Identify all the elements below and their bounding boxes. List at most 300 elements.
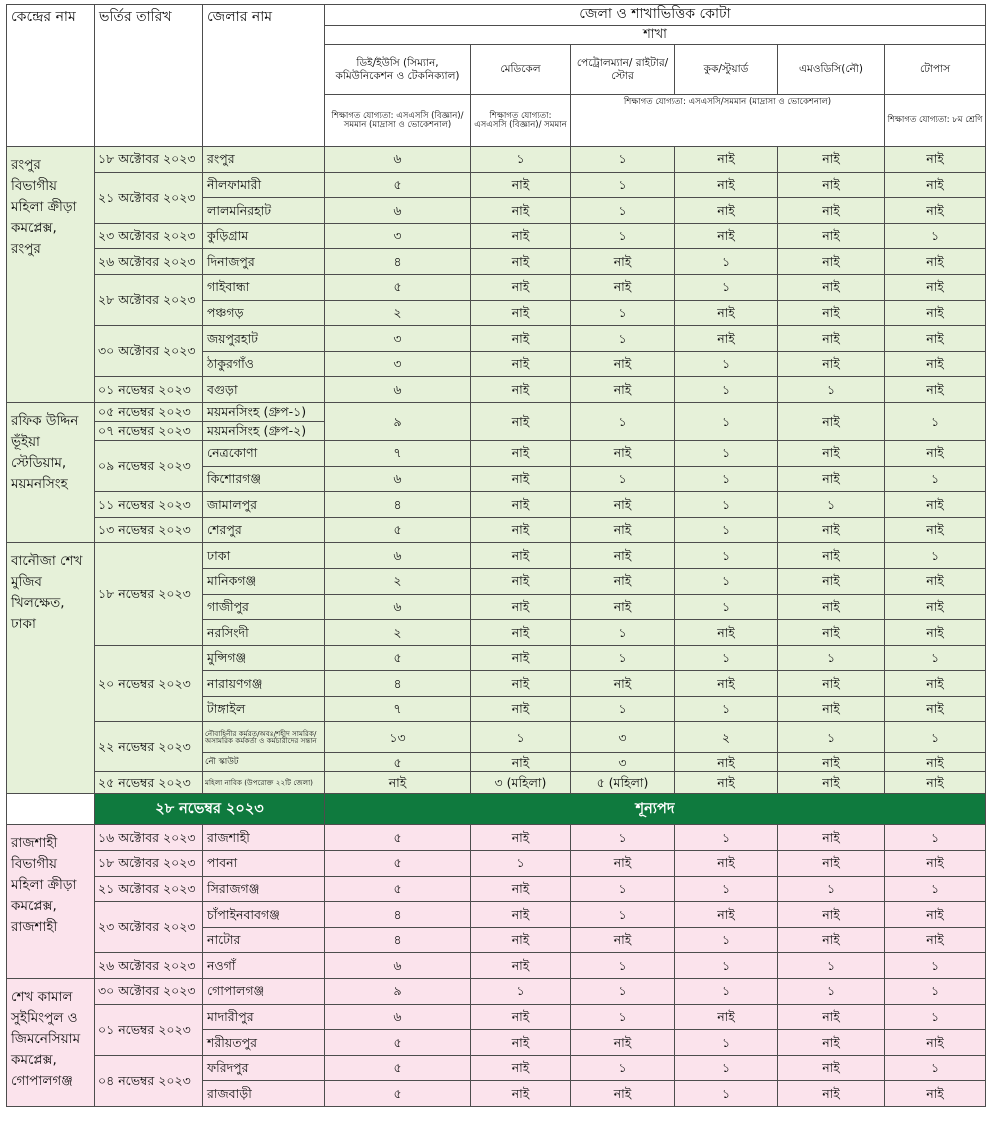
quota-medical: নাই bbox=[471, 351, 571, 377]
quota-cook: ১ bbox=[675, 402, 778, 440]
quota-topas: নাই bbox=[885, 326, 986, 352]
quota-cook: নাই bbox=[675, 753, 778, 772]
quota-modc: নাই bbox=[778, 172, 885, 198]
quota-topas: ১ bbox=[885, 1055, 986, 1081]
quota-dews: ৩ bbox=[325, 223, 471, 249]
district-name: পাবনা bbox=[203, 851, 325, 877]
quota-topas: ১ bbox=[885, 876, 986, 902]
table-row bbox=[7, 274, 986, 300]
district-name: দিনাজপুর bbox=[203, 249, 325, 275]
quota-modc: নাই bbox=[778, 1055, 885, 1081]
quota-dews: ৩ bbox=[325, 326, 471, 352]
quota-dews: ৫ bbox=[325, 172, 471, 198]
quota-cook: ২ bbox=[675, 722, 778, 753]
admission-date: ০৪ নভেম্বর ২০২৩ bbox=[95, 1055, 203, 1106]
quota-dews: ৫ bbox=[325, 1081, 471, 1107]
quota-petrolman: ১ bbox=[571, 953, 675, 979]
header-district: জেলার নাম bbox=[203, 5, 325, 147]
quota-petrolman: নাই bbox=[571, 377, 675, 403]
table-row bbox=[7, 440, 986, 466]
quota-medical: নাই bbox=[471, 492, 571, 518]
admission-date: ২৬ অক্টোবর ২০২৩ bbox=[95, 953, 203, 979]
quota-petrolman: ১ bbox=[571, 147, 675, 173]
quota-petrolman: নাই bbox=[571, 274, 675, 300]
quota-topas: নাই bbox=[885, 377, 986, 403]
admission-date: ০৫ নভেম্বর ২০২৩ bbox=[95, 402, 203, 421]
quota-petrolman: ১ bbox=[571, 645, 675, 671]
quota-petrolman: ১ bbox=[571, 198, 675, 224]
admission-date: ২১ অক্টোবর ২০২৩ bbox=[95, 172, 203, 223]
quota-cook: ১ bbox=[675, 517, 778, 543]
district-name: চাঁপাইনবাবগঞ্জ bbox=[203, 902, 325, 928]
quota-medical: নাই bbox=[471, 620, 571, 646]
quota-petrolman: ১ bbox=[571, 825, 675, 851]
quota-modc: ১ bbox=[778, 953, 885, 979]
quota-dews: ৪ bbox=[325, 671, 471, 697]
quota-petrolman: ১ bbox=[571, 979, 675, 1005]
quota-cook: নাই bbox=[675, 326, 778, 352]
quota-modc: ১ bbox=[778, 876, 885, 902]
district-name: সিরাজগঞ্জ bbox=[203, 876, 325, 902]
district-name: কিশোরগঞ্জ bbox=[203, 466, 325, 492]
quota-modc: ১ bbox=[778, 722, 885, 753]
quota-petrolman: ১ bbox=[571, 300, 675, 326]
quota-petrolman: নাই bbox=[571, 568, 675, 594]
quota-petrolman: ১ bbox=[571, 172, 675, 198]
quota-medical: ৩ (মহিলা) bbox=[471, 772, 571, 794]
quota-petrolman: নাই bbox=[571, 249, 675, 275]
quota-modc: নাই bbox=[778, 517, 885, 543]
district-name: বগুড়া bbox=[203, 377, 325, 403]
quota-cook: ১ bbox=[675, 696, 778, 722]
district-name: নৌ স্কাউট bbox=[203, 753, 325, 772]
quota-dews: ৫ bbox=[325, 274, 471, 300]
col-header-modc: এমওডিসি(নৌ) bbox=[778, 45, 885, 95]
quota-dews: ২ bbox=[325, 568, 471, 594]
quota-cook: ১ bbox=[675, 1081, 778, 1107]
quota-modc: নাই bbox=[778, 902, 885, 928]
quota-medical: নাই bbox=[471, 876, 571, 902]
quota-cook: ১ bbox=[675, 274, 778, 300]
quota-petrolman: ১ bbox=[571, 402, 675, 440]
quota-medical: নাই bbox=[471, 274, 571, 300]
quota-medical: নাই bbox=[471, 594, 571, 620]
vacancy-banner-row bbox=[7, 794, 986, 825]
quota-topas: ১ bbox=[885, 645, 986, 671]
centre-name: বানৌজা শেখ মুজিব খিলক্ষেত, ঢাকা bbox=[7, 543, 95, 794]
quota-petrolman: নাই bbox=[571, 851, 675, 877]
quota-cook: ১ bbox=[675, 927, 778, 953]
district-name: রাজবাড়ী bbox=[203, 1081, 325, 1107]
table-row bbox=[7, 543, 986, 569]
quota-modc: নাই bbox=[778, 1004, 885, 1030]
quota-medical: নাই bbox=[471, 172, 571, 198]
quota-medical: নাই bbox=[471, 696, 571, 722]
district-name: মাদারীপুর bbox=[203, 1004, 325, 1030]
district-name: নাটোর bbox=[203, 927, 325, 953]
quota-petrolman: ৩ bbox=[571, 722, 675, 753]
district-name: নারায়ণগঞ্জ bbox=[203, 671, 325, 697]
qualification-medical: শিক্ষাগত যোগ্যতা: এসএসসি (বিজ্ঞান)/ সমমান bbox=[471, 95, 571, 147]
quota-modc: নাই bbox=[778, 772, 885, 794]
district-name: মানিকগঞ্জ bbox=[203, 568, 325, 594]
quota-modc: ১ bbox=[778, 492, 885, 518]
district-name: মহিলা নাবিক (উপরোক্ত ২২টি জেলা) bbox=[203, 772, 325, 794]
quota-petrolman: ১ bbox=[571, 466, 675, 492]
quota-modc: নাই bbox=[778, 223, 885, 249]
quota-petrolman: ৫ (মহিলা) bbox=[571, 772, 675, 794]
quota-medical: নাই bbox=[471, 402, 571, 440]
header-branch: শাখা bbox=[325, 26, 986, 45]
admission-date: ১৮ অক্টোবর ২০২৩ bbox=[95, 851, 203, 877]
quota-modc: নাই bbox=[778, 147, 885, 173]
quota-dews: ৩ bbox=[325, 351, 471, 377]
quota-topas: নাই bbox=[885, 1081, 986, 1107]
admission-date: ২৩ অক্টোবর ২০২৩ bbox=[95, 223, 203, 249]
quota-cook: নাই bbox=[675, 671, 778, 697]
quota-dews: ৪ bbox=[325, 902, 471, 928]
quota-cook: ১ bbox=[675, 466, 778, 492]
admission-date: ২২ নভেম্বর ২০২৩ bbox=[95, 722, 203, 772]
quota-cook: ১ bbox=[675, 1030, 778, 1056]
quota-modc: নাই bbox=[778, 249, 885, 275]
quota-petrolman: ১ bbox=[571, 620, 675, 646]
district-name: টাঙ্গাইল bbox=[203, 696, 325, 722]
admission-date: ২৬ অক্টোবর ২০২৩ bbox=[95, 249, 203, 275]
quota-cook: নাই bbox=[675, 172, 778, 198]
district-name: কুড়িগ্রাম bbox=[203, 223, 325, 249]
quota-petrolman: নাই bbox=[571, 671, 675, 697]
quota-cook: ১ bbox=[675, 876, 778, 902]
quota-cook: ১ bbox=[675, 979, 778, 1005]
quota-cook: ১ bbox=[675, 953, 778, 979]
centre-name: রফিক উদ্দিন ভূঁইয়া স্টেডিয়াম, ময়মনসিংহ bbox=[7, 402, 95, 542]
district-name: নীলফামারী bbox=[203, 172, 325, 198]
quota-modc: নাই bbox=[778, 440, 885, 466]
district-name: ফরিদপুর bbox=[203, 1055, 325, 1081]
admission-date: ০৯ নভেম্বর ২০২৩ bbox=[95, 440, 203, 491]
admission-date: ২১ অক্টোবর ২০২৩ bbox=[95, 876, 203, 902]
quota-cook: ১ bbox=[675, 543, 778, 569]
quota-modc: নাই bbox=[778, 671, 885, 697]
table-row bbox=[7, 326, 986, 352]
quota-dews: নাই bbox=[325, 772, 471, 794]
admission-date: ২৮ অক্টোবর ২০২৩ bbox=[95, 274, 203, 325]
admission-date: ১১ নভেম্বর ২০২৩ bbox=[95, 492, 203, 518]
centre-name: রংপুর বিভাগীয় মহিলা ক্রীড়া কমপ্লেক্স, রংপুর bbox=[7, 147, 95, 403]
quota-medical: ১ bbox=[471, 147, 571, 173]
quota-topas: ১ bbox=[885, 466, 986, 492]
district-name: ঠাকুরগাঁও bbox=[203, 351, 325, 377]
district-name: গাজীপুর bbox=[203, 594, 325, 620]
quota-medical: নাই bbox=[471, 300, 571, 326]
quota-petrolman: নাই bbox=[571, 927, 675, 953]
quota-dews: ৬ bbox=[325, 594, 471, 620]
quota-topas: নাই bbox=[885, 696, 986, 722]
quota-dews: ৬ bbox=[325, 466, 471, 492]
quota-modc: ১ bbox=[778, 377, 885, 403]
table-row bbox=[7, 953, 986, 979]
header-centre: কেন্দ্রের নাম bbox=[7, 5, 95, 147]
district-name: নেত্রকোণা bbox=[203, 440, 325, 466]
quota-medical: ১ bbox=[471, 722, 571, 753]
district-name: নওগাঁ bbox=[203, 953, 325, 979]
quota-cook: ১ bbox=[675, 1055, 778, 1081]
table-row bbox=[7, 876, 986, 902]
quota-dews: ৫ bbox=[325, 851, 471, 877]
table-row bbox=[7, 147, 986, 173]
quota-medical: নাই bbox=[471, 377, 571, 403]
qualification-dews: শিক্ষাগত যোগ্যতা: এসএসসি (বিজ্ঞান)/সমমান (মাদ্রাসা ও ভোকেশনাল) bbox=[325, 95, 471, 147]
quota-cook: নাই bbox=[675, 1004, 778, 1030]
district-name: ঢাকা bbox=[203, 543, 325, 569]
quota-modc: নাই bbox=[778, 274, 885, 300]
quota-cook: নাই bbox=[675, 772, 778, 794]
quota-medical: নাই bbox=[471, 198, 571, 224]
quota-topas: ১ bbox=[885, 979, 986, 1005]
table-row bbox=[7, 492, 986, 518]
district-name: শেরপুর bbox=[203, 517, 325, 543]
quota-topas: ১ bbox=[885, 402, 986, 440]
quota-petrolman: নাই bbox=[571, 543, 675, 569]
quota-topas: নাই bbox=[885, 772, 986, 794]
quota-dews: ৬ bbox=[325, 147, 471, 173]
qualification-common: শিক্ষাগত যোগ্যতা: এসএসসি/সমমান (মাদ্রাসা ও ভোকেশনাল) bbox=[571, 95, 885, 147]
quota-dews: ২ bbox=[325, 620, 471, 646]
quota-dews: ৫ bbox=[325, 1030, 471, 1056]
quota-dews: ৬ bbox=[325, 953, 471, 979]
table-row bbox=[7, 1004, 986, 1030]
quota-medical: নাই bbox=[471, 825, 571, 851]
table-row bbox=[7, 645, 986, 671]
admission-date: ৩০ অক্টোবর ২০২৩ bbox=[95, 326, 203, 377]
admission-date: ০১ নভেম্বর ২০২৩ bbox=[95, 1004, 203, 1055]
quota-cook: ১ bbox=[675, 594, 778, 620]
quota-cook: ১ bbox=[675, 825, 778, 851]
col-header-dews: ডিই/ইউসি (সিম্যান, কমিউনিকেশন ও টেকনিক্যাল) bbox=[325, 45, 471, 95]
quota-cook: ১ bbox=[675, 492, 778, 518]
table-row bbox=[7, 517, 986, 543]
quota-modc: নাই bbox=[778, 198, 885, 224]
quota-petrolman: নাই bbox=[571, 1081, 675, 1107]
qualification-topas: শিক্ষাগত যোগ্যতা: ৮ম শ্রেণি bbox=[885, 95, 986, 147]
table-row bbox=[7, 402, 986, 421]
quota-dews: ৯ bbox=[325, 402, 471, 440]
quota-petrolman: নাই bbox=[571, 594, 675, 620]
quota-medical: নাই bbox=[471, 671, 571, 697]
district-name: লালমনিরহাট bbox=[203, 198, 325, 224]
quota-dews: ৬ bbox=[325, 377, 471, 403]
table-row bbox=[7, 979, 986, 1005]
quota-petrolman: ১ bbox=[571, 696, 675, 722]
quota-cook: ১ bbox=[675, 351, 778, 377]
quota-topas: নাই bbox=[885, 1030, 986, 1056]
quota-topas: নাই bbox=[885, 492, 986, 518]
quota-dews: ৫ bbox=[325, 753, 471, 772]
quota-medical: ১ bbox=[471, 979, 571, 1005]
quota-dews: ৭ bbox=[325, 696, 471, 722]
district-name: জামালপুর bbox=[203, 492, 325, 518]
admission-date: ৩০ অক্টোবর ২০২৩ bbox=[95, 979, 203, 1005]
quota-modc: নাই bbox=[778, 620, 885, 646]
admission-date: ২৩ অক্টোবর ২০২৩ bbox=[95, 902, 203, 953]
quota-topas: নাই bbox=[885, 172, 986, 198]
quota-petrolman: ১ bbox=[571, 1055, 675, 1081]
quota-medical: নাই bbox=[471, 953, 571, 979]
quota-medical: নাই bbox=[471, 927, 571, 953]
district-name: শরীয়তপুর bbox=[203, 1030, 325, 1056]
quota-modc: নাই bbox=[778, 351, 885, 377]
quota-topas: নাই bbox=[885, 594, 986, 620]
quota-cook: নাই bbox=[675, 851, 778, 877]
quota-topas: ১ bbox=[885, 223, 986, 249]
quota-topas: ১ bbox=[885, 953, 986, 979]
table-row bbox=[7, 722, 986, 753]
quota-petrolman: ১ bbox=[571, 223, 675, 249]
quota-medical: নাই bbox=[471, 249, 571, 275]
quota-dews: ৬ bbox=[325, 543, 471, 569]
quota-cook: নাই bbox=[675, 223, 778, 249]
quota-topas: নাই bbox=[885, 517, 986, 543]
banner-blank bbox=[7, 794, 95, 825]
quota-modc: নাই bbox=[778, 696, 885, 722]
quota-dews: ৫ bbox=[325, 825, 471, 851]
quota-cook: ১ bbox=[675, 440, 778, 466]
quota-dews: ৭ bbox=[325, 440, 471, 466]
quota-petrolman: ১ bbox=[571, 876, 675, 902]
quota-dews: ৫ bbox=[325, 645, 471, 671]
quota-petrolman: নাই bbox=[571, 1030, 675, 1056]
quota-modc: নাই bbox=[778, 825, 885, 851]
table-row bbox=[7, 249, 986, 275]
district-name: জয়পুরহাট bbox=[203, 326, 325, 352]
banner-vacancy-label: শূন্যপদ bbox=[325, 794, 986, 825]
quota-cook: নাই bbox=[675, 620, 778, 646]
quota-dews: ৫ bbox=[325, 517, 471, 543]
quota-medical: নাই bbox=[471, 543, 571, 569]
table-row bbox=[7, 851, 986, 877]
quota-medical: নাই bbox=[471, 645, 571, 671]
admission-date: ০৭ নভেম্বর ২০২৩ bbox=[95, 421, 203, 440]
table-row bbox=[7, 825, 986, 851]
quota-medical: নাই bbox=[471, 1004, 571, 1030]
quota-dews: ৬ bbox=[325, 198, 471, 224]
admission-date: ১৮ অক্টোবর ২০২৩ bbox=[95, 147, 203, 173]
district-name: নৌবাহিনীর কর্মরত/অবঃ/শহীদ সামরিক/ অসামরিক কর্মকর্তা ও কর্মচারীদের সন্তান bbox=[203, 722, 325, 753]
quota-medical: নাই bbox=[471, 1030, 571, 1056]
quota-topas: নাই bbox=[885, 851, 986, 877]
quota-modc: ১ bbox=[778, 645, 885, 671]
admission-date: ২০ নভেম্বর ২০২৩ bbox=[95, 645, 203, 722]
quota-dews: ৪ bbox=[325, 249, 471, 275]
quota-medical: নাই bbox=[471, 1081, 571, 1107]
quota-modc: ১ bbox=[778, 979, 885, 1005]
quota-medical: নাই bbox=[471, 568, 571, 594]
quota-petrolman: ১ bbox=[571, 902, 675, 928]
quota-topas: নাই bbox=[885, 274, 986, 300]
quota-modc: নাই bbox=[778, 927, 885, 953]
quota-medical: নাই bbox=[471, 1055, 571, 1081]
quota-modc: নাই bbox=[778, 326, 885, 352]
quota-modc: নাই bbox=[778, 402, 885, 440]
quota-modc: নাই bbox=[778, 1030, 885, 1056]
header-quota: জেলা ও শাখাভিত্তিক কোটা bbox=[325, 5, 986, 26]
quota-medical: নাই bbox=[471, 223, 571, 249]
quota-dews: ৫ bbox=[325, 876, 471, 902]
quota-petrolman: ১ bbox=[571, 1004, 675, 1030]
quota-cook: নাই bbox=[675, 902, 778, 928]
quota-dews: ১৩ bbox=[325, 722, 471, 753]
quota-cook: নাই bbox=[675, 300, 778, 326]
district-name: নরসিংদী bbox=[203, 620, 325, 646]
quota-topas: ১ bbox=[885, 722, 986, 753]
quota-topas: নাই bbox=[885, 568, 986, 594]
col-header-topas: টোপাস bbox=[885, 45, 986, 95]
table-row bbox=[7, 772, 986, 794]
quota-medical: নাই bbox=[471, 902, 571, 928]
quota-dews: ৯ bbox=[325, 979, 471, 1005]
quota-petrolman: নাই bbox=[571, 351, 675, 377]
admission-date: ০১ নভেম্বর ২০২৩ bbox=[95, 377, 203, 403]
admission-date: ১৬ অক্টোবর ২০২৩ bbox=[95, 825, 203, 851]
quota-cook: ১ bbox=[675, 568, 778, 594]
district-name: গোপালগঞ্জ bbox=[203, 979, 325, 1005]
quota-topas: নাই bbox=[885, 620, 986, 646]
quota-table bbox=[6, 4, 986, 1107]
col-header-cook: কুক/স্টুয়ার্ড bbox=[675, 45, 778, 95]
quota-topas: নাই bbox=[885, 198, 986, 224]
quota-topas: নাই bbox=[885, 147, 986, 173]
banner-date: ২৮ নভেম্বর ২০২৩ bbox=[95, 794, 325, 825]
quota-modc: নাই bbox=[778, 753, 885, 772]
quota-petrolman: নাই bbox=[571, 517, 675, 543]
quota-topas: ১ bbox=[885, 1004, 986, 1030]
quota-cook: ১ bbox=[675, 645, 778, 671]
quota-topas: নাই bbox=[885, 351, 986, 377]
col-header-medical: মেডিকেল bbox=[471, 45, 571, 95]
quota-modc: নাই bbox=[778, 300, 885, 326]
quota-cook: ১ bbox=[675, 377, 778, 403]
district-name: মুন্সিগঞ্জ bbox=[203, 645, 325, 671]
quota-dews: ৬ bbox=[325, 1004, 471, 1030]
quota-medical: নাই bbox=[471, 326, 571, 352]
header-date: ভর্তির তারিখ bbox=[95, 5, 203, 147]
table-row bbox=[7, 377, 986, 403]
quota-dews: ৪ bbox=[325, 927, 471, 953]
quota-medical: নাই bbox=[471, 466, 571, 492]
quota-topas: নাই bbox=[885, 902, 986, 928]
quota-medical: নাই bbox=[471, 440, 571, 466]
quota-topas: নাই bbox=[885, 440, 986, 466]
quota-topas: ১ bbox=[885, 825, 986, 851]
quota-petrolman: ৩ bbox=[571, 753, 675, 772]
district-name: গাইবান্ধা bbox=[203, 274, 325, 300]
quota-topas: নাই bbox=[885, 249, 986, 275]
table-row bbox=[7, 223, 986, 249]
quota-dews: ৫ bbox=[325, 1055, 471, 1081]
district-name: ময়মনসিংহ (গ্রুপ-২) bbox=[203, 421, 325, 440]
quota-topas: নাই bbox=[885, 753, 986, 772]
admission-date: ১৩ নভেম্বর ২০২৩ bbox=[95, 517, 203, 543]
quota-dews: ৪ bbox=[325, 492, 471, 518]
district-name: ময়মনসিংহ (গ্রুপ-১) bbox=[203, 402, 325, 421]
centre-name: শেখ কামাল সুইমিংপুল ও জিমনেসিয়াম কমপ্লেক্স, গোপালগঞ্জ bbox=[7, 979, 95, 1107]
quota-petrolman: নাই bbox=[571, 440, 675, 466]
quota-topas: নাই bbox=[885, 671, 986, 697]
quota-petrolman: নাই bbox=[571, 492, 675, 518]
quota-dews: ২ bbox=[325, 300, 471, 326]
quota-topas: নাই bbox=[885, 300, 986, 326]
